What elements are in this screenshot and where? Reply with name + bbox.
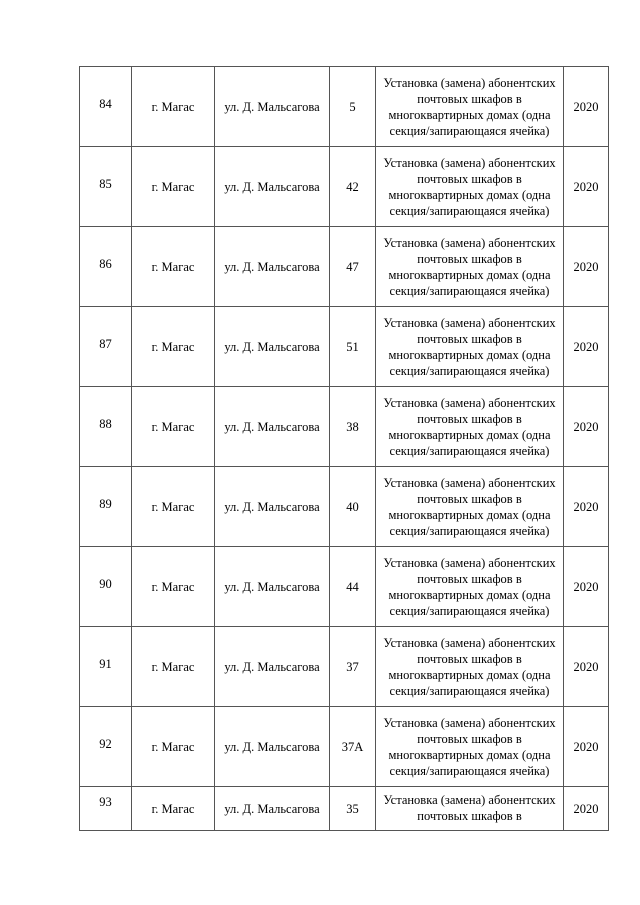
city-cell: г. Магас	[132, 547, 215, 627]
work-description-cell	[376, 467, 564, 547]
description-line: многоквартирных домах (одна	[388, 667, 551, 682]
description-line: Установка (замена) абонентских	[383, 75, 556, 90]
city-cell: г. Магас	[132, 707, 215, 787]
description-line: Установка (замена) абонентских	[383, 475, 556, 490]
year-cell: 2020	[564, 707, 609, 787]
city-cell: г. Магас	[132, 67, 215, 147]
house-number-cell: 37	[330, 627, 376, 707]
table-row	[80, 307, 609, 387]
description-line: Установка (замена) абонентских	[383, 555, 556, 570]
description-line: многоквартирных домах (одна	[388, 587, 551, 602]
house-number-cell: 51	[330, 307, 376, 387]
year-cell: 2020	[564, 307, 609, 387]
description-line: многоквартирных домах (одна	[388, 747, 551, 762]
table-row	[80, 627, 609, 707]
house-number-cell: 44	[330, 547, 376, 627]
year-cell: 2020	[564, 227, 609, 307]
year-cell: 2020	[564, 467, 609, 547]
description-line: Установка (замена) абонентских	[383, 635, 556, 650]
city-cell: г. Магас	[132, 307, 215, 387]
row-number: 88	[80, 387, 132, 467]
row-number: 90	[80, 547, 132, 627]
house-number-cell: 35	[330, 787, 376, 831]
year-cell: 2020	[564, 787, 609, 831]
table-row	[80, 67, 609, 147]
street-cell: ул. Д. Мальсагова	[215, 787, 330, 831]
description-line: почтовых шкафов в	[417, 91, 522, 106]
street-cell: ул. Д. Мальсагова	[215, 707, 330, 787]
row-number: 85	[80, 147, 132, 227]
street-cell: ул. Д. Мальсагова	[215, 387, 330, 467]
house-number-cell: 47	[330, 227, 376, 307]
house-number-cell: 38	[330, 387, 376, 467]
row-number: 84	[80, 67, 132, 147]
description-line: многоквартирных домах (одна	[388, 267, 551, 282]
description-line: почтовых шкафов в	[417, 171, 522, 186]
work-description-cell	[376, 707, 564, 787]
work-description-cell	[376, 627, 564, 707]
description-line: многоквартирных домах (одна	[388, 347, 551, 362]
description-line: почтовых шкафов в	[417, 331, 522, 346]
description-line: многоквартирных домах (одна	[388, 187, 551, 202]
year-cell: 2020	[564, 67, 609, 147]
table-row	[80, 147, 609, 227]
description-line: многоквартирных домах (одна	[388, 107, 551, 122]
works-table	[79, 66, 609, 831]
description-line: почтовых шкафов в	[417, 571, 522, 586]
table-row	[80, 467, 609, 547]
work-description-cell	[376, 227, 564, 307]
work-description-cell	[376, 147, 564, 227]
house-number-cell: 37А	[330, 707, 376, 787]
city-cell: г. Магас	[132, 467, 215, 547]
street-cell: ул. Д. Мальсагова	[215, 147, 330, 227]
year-cell: 2020	[564, 627, 609, 707]
table-row	[80, 707, 609, 787]
work-description-cell	[376, 787, 564, 831]
city-cell: г. Магас	[132, 147, 215, 227]
street-cell: ул. Д. Мальсагова	[215, 307, 330, 387]
description-line: секция/запирающаяся ячейка)	[389, 603, 550, 618]
description-line: почтовых шкафов в	[417, 809, 522, 823]
table-row	[80, 387, 609, 467]
row-number: 86	[80, 227, 132, 307]
description-line: секция/запирающаяся ячейка)	[389, 523, 550, 538]
city-cell: г. Магас	[132, 787, 215, 831]
description-line: секция/запирающаяся ячейка)	[389, 443, 550, 458]
street-cell: ул. Д. Мальсагова	[215, 227, 330, 307]
works-table-body	[80, 67, 609, 831]
description-line: секция/запирающаяся ячейка)	[389, 683, 550, 698]
description-line: секция/запирающаяся ячейка)	[389, 283, 550, 298]
house-number-cell: 5	[330, 67, 376, 147]
year-cell: 2020	[564, 147, 609, 227]
description-line: секция/запирающаяся ячейка)	[389, 763, 550, 778]
description-line: секция/запирающаяся ячейка)	[389, 363, 550, 378]
work-description-cell	[376, 307, 564, 387]
street-cell: ул. Д. Мальсагова	[215, 467, 330, 547]
row-number: 91	[80, 627, 132, 707]
table-row	[80, 227, 609, 307]
city-cell: г. Магас	[132, 227, 215, 307]
description-line: многоквартирных домах (одна	[388, 427, 551, 442]
description-line: Установка (замена) абонентских	[383, 395, 556, 410]
description-line: почтовых шкафов в	[417, 251, 522, 266]
work-description-cell	[376, 387, 564, 467]
house-number-cell: 40	[330, 467, 376, 547]
table-row	[80, 787, 609, 831]
description-line: многоквартирных домах (одна	[388, 507, 551, 522]
description-line: Установка (замена) абонентских	[383, 235, 556, 250]
street-cell: ул. Д. Мальсагова	[215, 547, 330, 627]
row-number: 93	[80, 787, 132, 831]
description-line: Установка (замена) абонентских	[383, 715, 556, 730]
city-cell: г. Магас	[132, 627, 215, 707]
description-line: почтовых шкафов в	[417, 731, 522, 746]
table-row	[80, 547, 609, 627]
description-line: секция/запирающаяся ячейка)	[389, 203, 550, 218]
year-cell: 2020	[564, 387, 609, 467]
description-line: почтовых шкафов в	[417, 651, 522, 666]
house-number-cell: 42	[330, 147, 376, 227]
description-line: почтовых шкафов в	[417, 411, 522, 426]
description-line: почтовых шкафов в	[417, 491, 522, 506]
year-cell: 2020	[564, 547, 609, 627]
city-cell: г. Магас	[132, 387, 215, 467]
description-line: Установка (замена) абонентских	[383, 315, 556, 330]
description-line: секция/запирающаяся ячейка)	[389, 123, 550, 138]
row-number: 92	[80, 707, 132, 787]
row-number: 89	[80, 467, 132, 547]
row-number: 87	[80, 307, 132, 387]
street-cell: ул. Д. Мальсагова	[215, 67, 330, 147]
description-line: Установка (замена) абонентских	[383, 793, 556, 807]
description-line: Установка (замена) абонентских	[383, 155, 556, 170]
work-description-cell	[376, 547, 564, 627]
work-description-cell	[376, 67, 564, 147]
street-cell: ул. Д. Мальсагова	[215, 627, 330, 707]
